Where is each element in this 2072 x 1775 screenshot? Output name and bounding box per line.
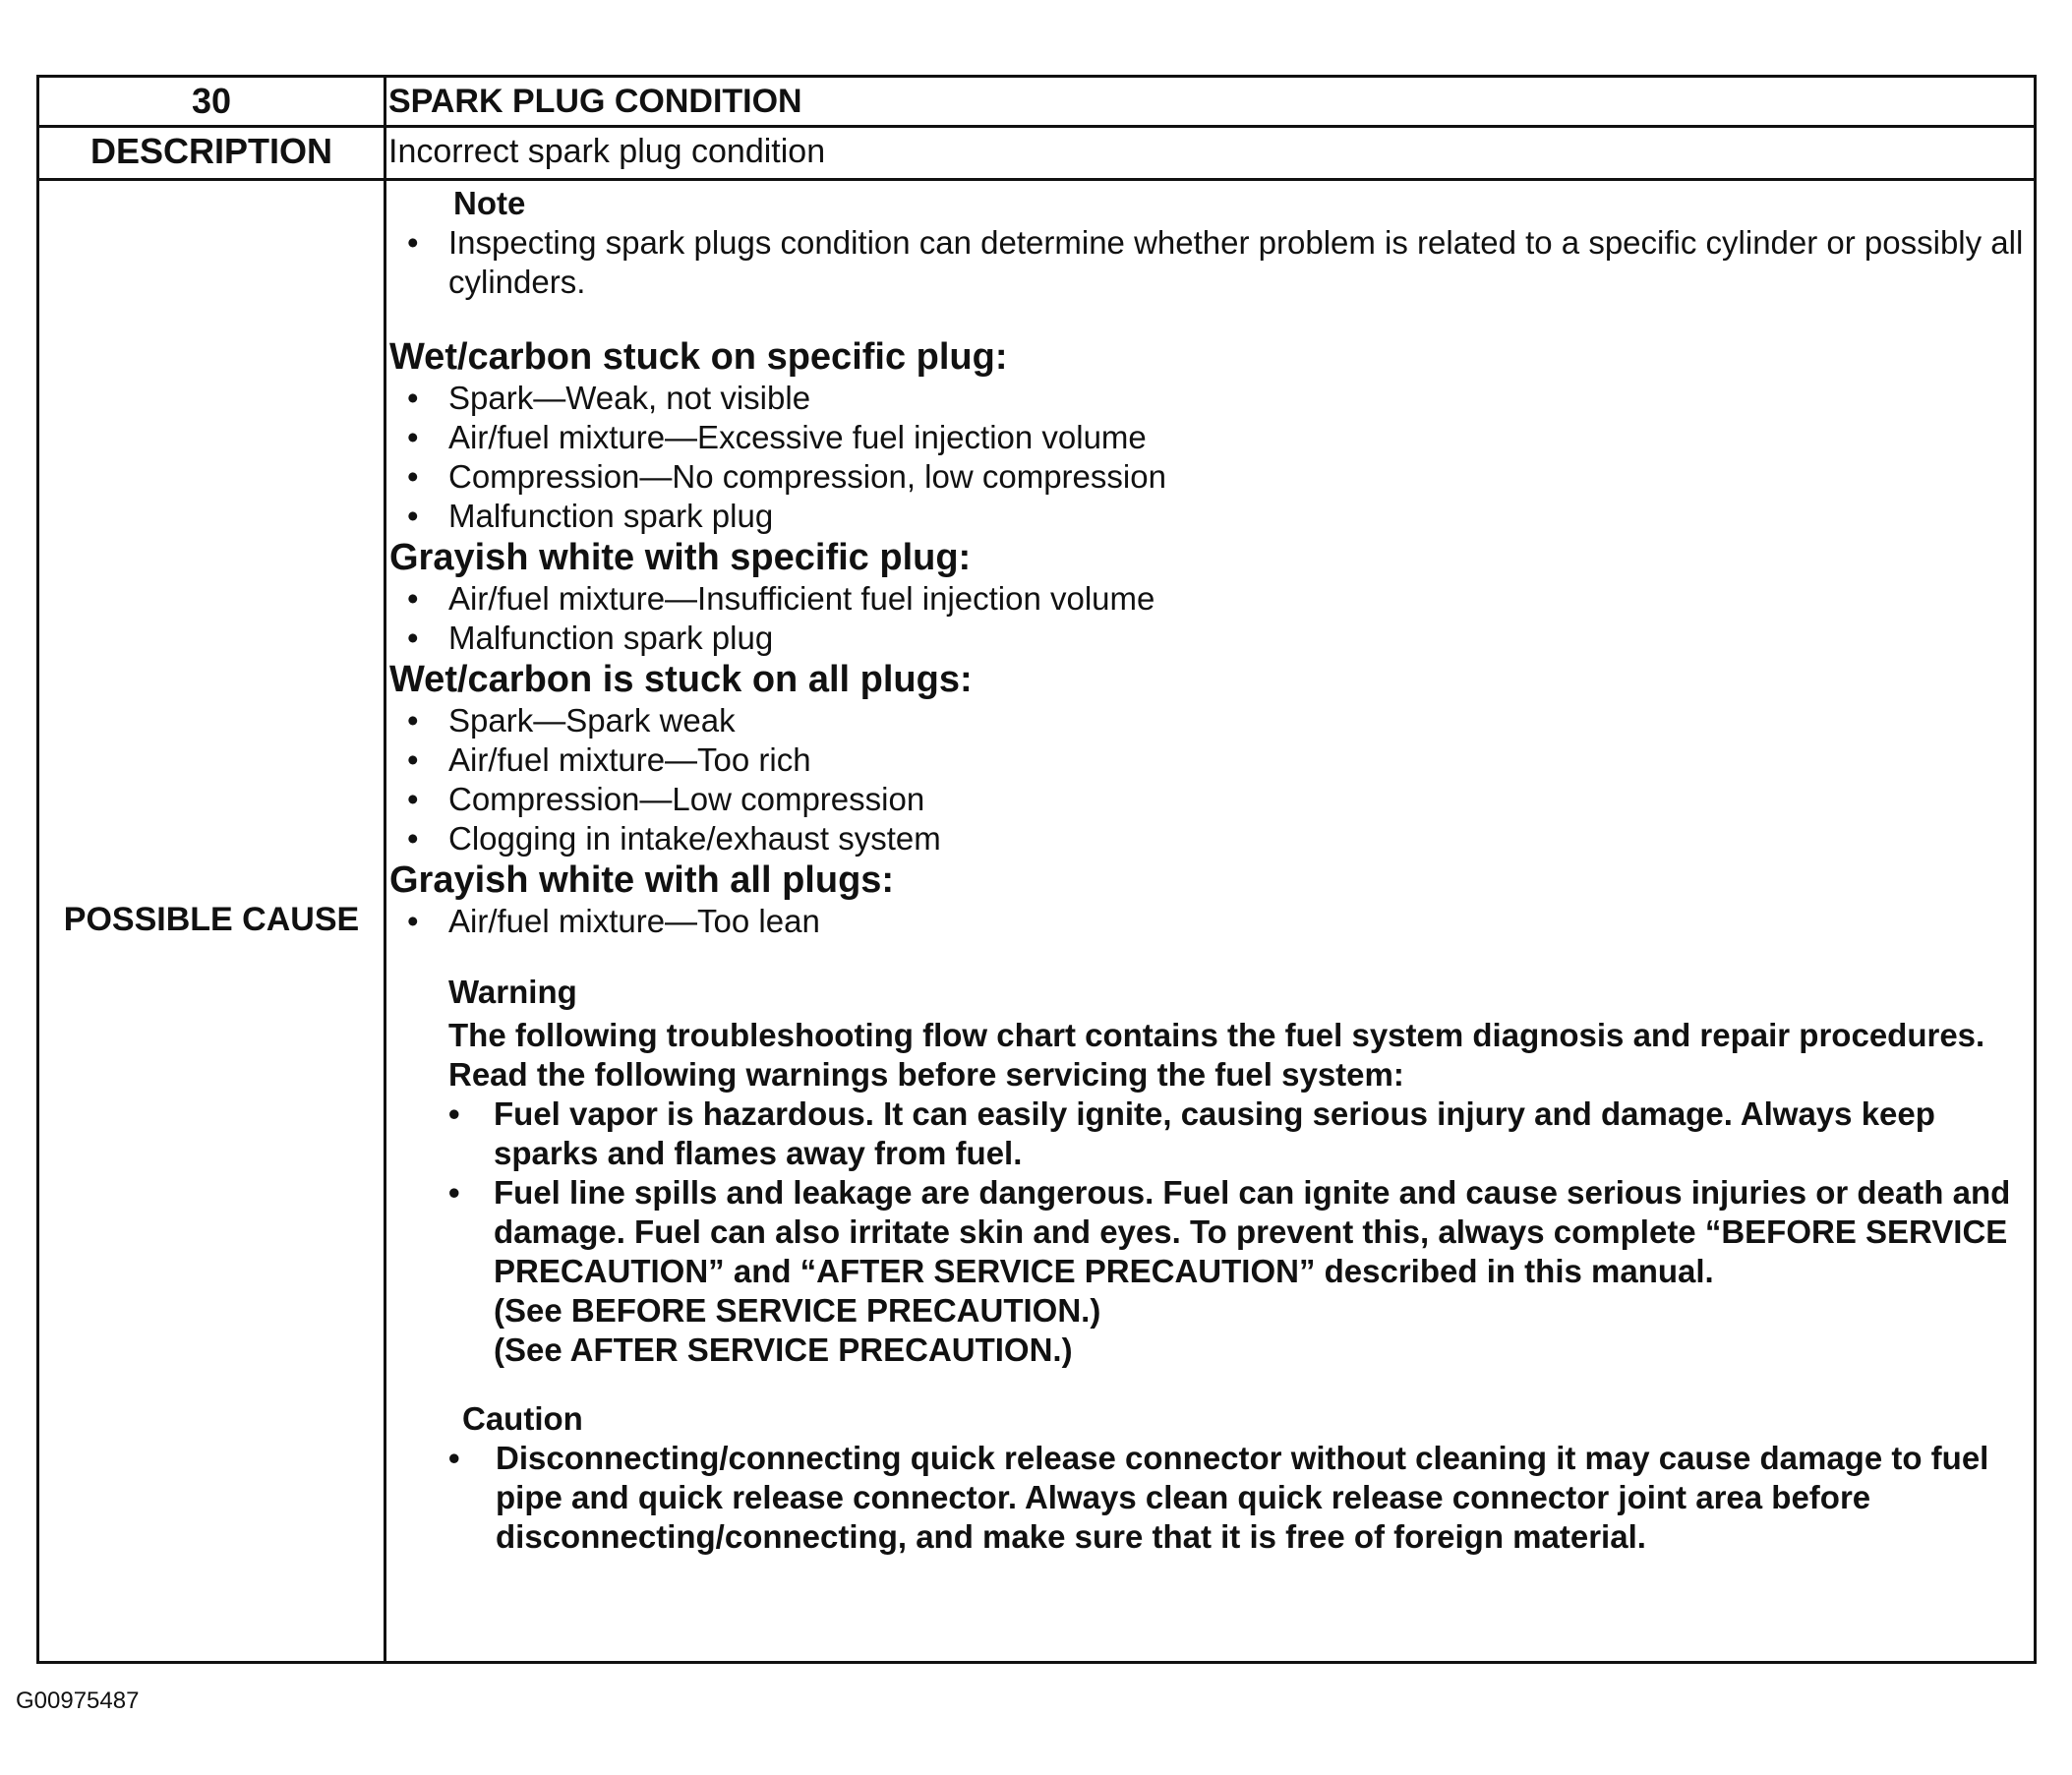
list-item: • Spark—Spark weak bbox=[389, 701, 2026, 740]
note-item: • Inspecting spark plugs condition can determine whether problem is related to a specific cylinder or possibly all cylinders. bbox=[389, 223, 2026, 302]
list-item: • Malfunction spark plug bbox=[389, 497, 2026, 536]
possible-cause-row bbox=[39, 178, 2034, 1661]
list-item: • Air/fuel mixture—Too lean bbox=[389, 902, 2026, 941]
diagnostic-table bbox=[36, 75, 2037, 1664]
warning-list bbox=[448, 1095, 2026, 1370]
section-heading: Grayish white with specific plug: bbox=[389, 537, 972, 578]
cause-list bbox=[389, 701, 2026, 858]
section-heading: Grayish white with all plugs: bbox=[389, 859, 895, 901]
section-heading: Wet/carbon stuck on specific plug: bbox=[389, 336, 1008, 378]
warning-heading: Warning bbox=[448, 974, 577, 1010]
cause-list bbox=[389, 379, 2026, 536]
caution-heading: Caution bbox=[462, 1400, 583, 1437]
caution-block bbox=[462, 1399, 2026, 1557]
list-item: • Clogging in intake/exhaust system bbox=[389, 819, 2026, 858]
list-item: • Compression—No compression, low compression bbox=[389, 457, 2026, 497]
list-item: • Compression—Low compression bbox=[389, 780, 2026, 819]
see-after-reference: (See AFTER SERVICE PRECAUTION.) bbox=[494, 1331, 1073, 1368]
description-row bbox=[39, 125, 2034, 181]
warning-item-text: Fuel line spills and leakage are dangerous. Fuel can ignite and cause serious injuries or death and damage. Fuel can also irritate skin and eyes. To prevent this, always complete “BEFORE SERVICE PRECAUTION” and “AFTER SERVICE PRECAUTION” described in this manual. bbox=[494, 1174, 2011, 1289]
list-item: • Air/fuel mixture—Insufficient fuel injection volume bbox=[389, 579, 2026, 619]
list-item: • Spark—Weak, not visible bbox=[389, 379, 2026, 418]
note-heading: Note bbox=[453, 185, 526, 221]
caution-list bbox=[448, 1439, 2026, 1557]
list-item: • Air/fuel mixture—Excessive fuel injection volume bbox=[389, 418, 2026, 457]
see-before-reference: (See BEFORE SERVICE PRECAUTION.) bbox=[494, 1292, 1101, 1329]
figure-id: G00975487 bbox=[16, 1687, 140, 1714]
note-list bbox=[389, 223, 2026, 302]
section-heading: Wet/carbon is stuck on all plugs: bbox=[389, 659, 973, 700]
step-title: SPARK PLUG CONDITION bbox=[388, 82, 802, 120]
warning-item: • Fuel vapor is hazardous. It can easily ignite, causing serious injury and damage. Always keep sparks and flames away from fuel. bbox=[448, 1095, 2026, 1173]
description-label: DESCRIPTION bbox=[89, 131, 333, 171]
description-value: Incorrect spark plug condition bbox=[388, 132, 826, 170]
warning-intro: The following troubleshooting flow chart contains the fuel system diagnosis and repair procedures. Read the following warnings before servicing the fuel system: bbox=[448, 1017, 1985, 1093]
step-number: 30 bbox=[191, 81, 232, 121]
caution-item: • Disconnecting/connecting quick release connector without cleaning it may cause damage to fuel pipe and quick release connector. Always clean quick release connector joint area before disconnecting/connecting, and make sure that it is free of foreign material. bbox=[448, 1439, 2026, 1557]
header-row bbox=[39, 78, 2034, 128]
list-item: • Malfunction spark plug bbox=[389, 619, 2026, 658]
warning-item bbox=[448, 1173, 2026, 1370]
cause-list bbox=[389, 579, 2026, 658]
cause-list bbox=[389, 902, 2026, 941]
warning-block bbox=[448, 973, 2026, 1370]
list-item: • Air/fuel mixture—Too rich bbox=[389, 740, 2026, 780]
possible-cause-label: POSSIBLE CAUSE bbox=[63, 900, 360, 938]
possible-cause-content bbox=[389, 178, 2026, 1557]
